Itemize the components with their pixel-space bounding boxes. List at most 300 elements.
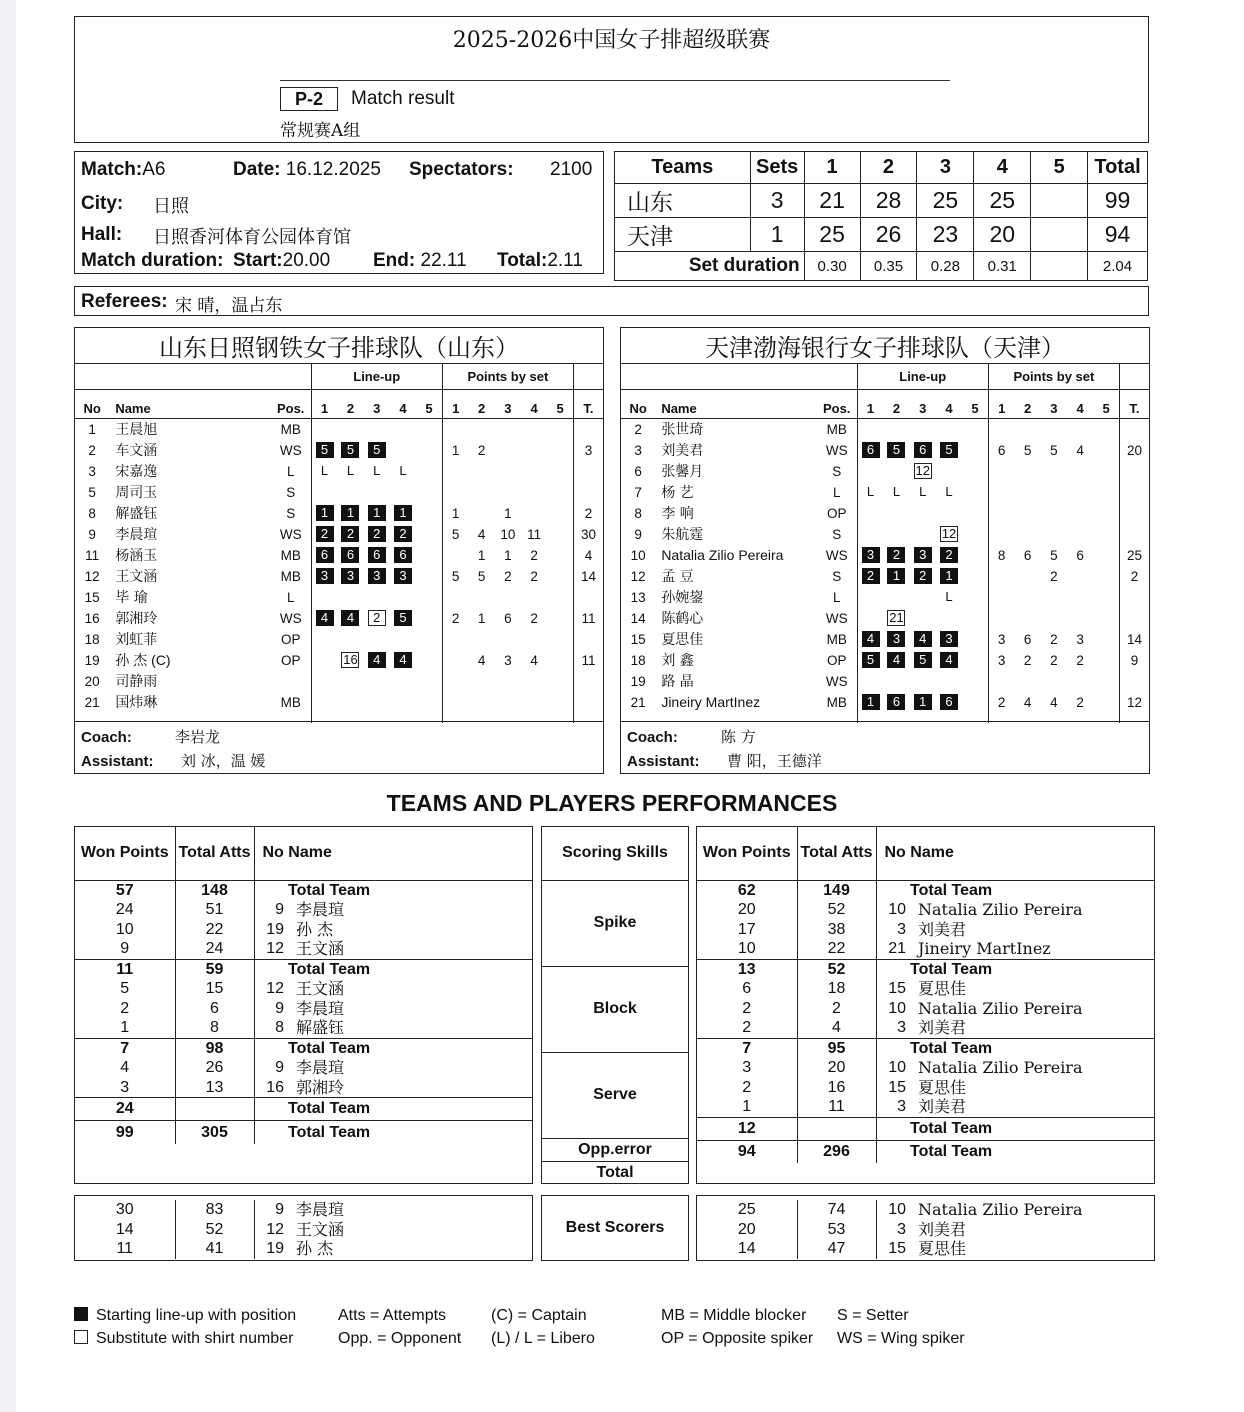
player-name: 刘美君 [918,919,967,939]
lineup-start: 4 [368,652,386,668]
lineup-start: 3 [341,568,359,584]
won-points: 17 [697,920,797,940]
player-name: 解盛钰 [115,506,158,522]
player-row [621,482,1149,503]
assistant-names: 曹 阳，王德洋 [727,752,822,770]
player-number [876,959,910,979]
lineup-cell [962,440,988,461]
player-name: Total Team [910,1039,993,1057]
set-header: 3 [495,390,521,419]
score-header: Teams [615,152,751,184]
player-number: 2 [88,442,96,458]
player-total [573,482,603,503]
won-points: 2 [75,999,175,1019]
name-header: Name [655,390,816,419]
player-number: 21 [630,694,646,710]
points-cell: 3 [504,652,512,668]
player-name: 夏思佳 [661,632,704,648]
player-number: 8 [88,505,96,521]
points-cell: 6 [1023,631,1032,647]
points-cell [988,608,1014,629]
lineup-cell [910,440,936,461]
lineup-cell [883,587,909,608]
player-name: 王文涵 [296,979,345,998]
end-label: End: [373,250,416,271]
lineup-cell [337,587,363,608]
player-name: 夏思佳 [918,1077,967,1097]
lineup-cell [883,524,909,545]
player-position: WS [279,526,302,542]
spectators-label: Spectators: [409,159,514,180]
won-points: 14 [75,1220,175,1240]
points-cell [495,461,521,482]
player-row [75,566,603,587]
score-header: 5 [1031,152,1088,184]
points-cell [547,482,573,503]
points-cell [1067,503,1093,524]
player-position: WS [825,673,848,689]
player-row [621,671,1149,692]
start-label: Start: [233,250,283,271]
lineup-cell [311,566,337,587]
lineup-cell [416,608,442,629]
match-label: Match: [81,159,143,180]
lineup-cell [416,650,442,671]
city: 日照 [153,196,189,217]
points-cell: 6 [1023,547,1032,563]
points-cell [442,650,468,671]
score-cell: 1 [750,218,804,252]
lineup-cell [311,650,337,671]
player-name: 王文涵 [288,939,532,959]
player-name: Natalia Zilio Pereira [918,900,1083,919]
points-cell [1067,419,1093,440]
total-atts: 11 [797,1097,876,1117]
points-cell: 2 [477,442,486,458]
lineup-start: 1 [940,568,958,584]
player-number: 1 [88,421,96,437]
lineup-lib: L [945,589,953,604]
scoring-skills-column [541,826,689,1184]
player-total [573,629,603,650]
player-number: 13 [630,589,646,605]
player-position: S [832,526,842,542]
points-cell [495,482,521,503]
lineup-cell [936,671,962,692]
won-points: 10 [697,939,797,959]
points-cell: 2 [504,568,512,584]
performance-row [75,1121,532,1144]
lineup-cell [390,524,416,545]
lineup-cell [936,608,962,629]
assistant-label: Assistant: [627,753,700,770]
points-cell [1093,608,1119,629]
player-row [621,608,1149,629]
points-cell: 5 [1050,547,1058,563]
score-cell: 94 [1088,218,1148,252]
player-number: 12 [254,939,288,959]
set-header: 5 [962,390,988,419]
points-cell [495,440,521,461]
set-header: 1 [311,390,337,419]
score-cell: 25 [804,218,860,252]
player-number [254,1121,288,1144]
points-cell: 2 [530,547,538,563]
home-best-scorers [74,1195,533,1261]
points-cell [1015,461,1041,482]
lineup-cell [857,587,883,608]
legend-opp: Opp. = Opponent [338,1330,462,1347]
lineup-cell [936,629,962,650]
player-name: Natalia Zilio Pereira [918,998,1083,1018]
player-number: 8 [634,505,642,521]
start-time: 20.00 [282,250,331,271]
player-number: 9 [275,1201,284,1218]
score-cell: 25 [974,184,1031,218]
lineup-cell [910,461,936,482]
lineup-cell [364,650,390,671]
set-header: 5 [416,390,442,419]
won-points: 94 [697,1140,797,1163]
date-label: Date: [233,159,281,180]
player-total: 14 [1119,629,1149,650]
lineup-cell [962,671,988,692]
lineup-sub: 21 [889,610,904,625]
won-points: 20 [697,1220,797,1240]
player-name: Jineiry MartInez [661,694,761,710]
won-points: 1 [697,1097,797,1117]
lineup-start: 1 [368,505,386,521]
lineup-cell [337,671,363,692]
player-name: 刘 鑫 [661,653,694,669]
won-points: 2 [697,1018,797,1038]
player-name: 郭湘玲 [296,1077,345,1097]
points-cell [547,608,573,629]
player-row [75,671,603,692]
points-cell [469,671,495,692]
player-number: 15 [888,980,906,997]
player-name: Total Team [910,881,993,899]
total-atts: 95 [797,1038,876,1058]
points-cell: 2 [530,610,538,626]
player-name: 李晨瑄 [115,527,158,543]
player-position: WS [825,442,848,458]
lineup-cell [364,461,390,482]
player-name: 夏思佳 [918,979,967,998]
performance-row [697,900,1154,920]
player-total: 3 [573,440,603,461]
best-scorers-label: Best Scorers [565,1219,665,1237]
points-cell [521,587,547,608]
score-cell: 21 [804,184,860,218]
lineup-cell [337,692,363,713]
lineup-start: 6 [394,547,412,563]
total-atts: 98 [175,1038,254,1058]
player-name: Natalia Zilio Pereira [918,1058,1083,1077]
lineup-start: 5 [341,442,359,458]
points-cell: 2 [1050,631,1058,647]
lineup-start: 6 [341,547,359,563]
lineup-cell [962,608,988,629]
performance-row [75,900,532,920]
points-cell: 5 [477,568,486,584]
player-total: 12 [1119,692,1149,713]
player-row [75,482,603,503]
lineup-start: 3 [887,631,905,647]
points-cell [547,587,573,608]
lineup-cell [962,629,988,650]
performance-row [75,1098,532,1121]
lineup-cell [311,503,337,524]
points-cell [1093,566,1119,587]
points-cell [442,671,468,692]
points-cell: 6 [504,610,512,626]
player-name: 国炜琳 [115,695,158,711]
set-header: 5 [547,390,573,419]
won-points: 3 [75,1078,175,1098]
legend-mb: MB = Middle blocker [661,1307,807,1324]
lineup-cell [390,608,416,629]
lineup-start: 1 [914,694,932,710]
lineup-cell [390,482,416,503]
points-cell [547,419,573,440]
won-header: Won Points [75,827,175,880]
lineup-cell [910,671,936,692]
lineup-lib: L [399,463,407,478]
points-cell [1093,629,1119,650]
lineup-start: 5 [887,442,905,458]
points-cell: 4 [477,652,486,668]
points-cell [469,629,495,650]
player-name: Total Team [288,960,371,978]
points-cell [547,629,573,650]
set-duration: 2.04 [1088,252,1148,281]
total-atts: 38 [797,920,876,940]
lineup-cell [936,461,962,482]
legend-start [74,1307,296,1325]
won-points: 62 [697,880,797,900]
total-atts: 47 [797,1239,876,1259]
player-number: 9 [275,1059,284,1076]
document-header [74,16,1149,143]
player-row [75,608,603,629]
won-points: 4 [75,1058,175,1078]
lineup-cell [364,566,390,587]
points-cell: 1 [504,547,512,563]
player-name: 张馨月 [661,464,704,480]
lineup-cell [857,503,883,524]
set-duration: 0.30 [804,252,860,281]
player-position: MB [826,421,847,437]
player-total: 4 [573,545,603,566]
lineup-cell [311,671,337,692]
player-number [254,1098,288,1121]
lineup-start: 3 [862,547,880,563]
set-header: 2 [883,390,909,419]
total-atts: 8 [175,1018,254,1038]
points-cell [1041,671,1067,692]
lineup-cell [857,650,883,671]
player-position: WS [825,547,848,563]
no-header: No [75,390,109,419]
player-total: 11 [573,608,603,629]
away-best-scorers [696,1195,1155,1261]
player-total [573,692,603,713]
total-atts: 149 [797,880,876,900]
performance-row [697,1078,1154,1098]
points-cell [1041,587,1067,608]
lineup-cell [337,545,363,566]
player-name: 李晨瑄 [296,900,345,919]
points-cell: 6 [1076,547,1084,563]
points-cell [988,587,1014,608]
name-header: Name [109,390,270,419]
lineup-cell [416,587,442,608]
player-number: 8 [254,1018,288,1038]
lineup-start: 1 [862,694,880,710]
points-cell [1041,503,1067,524]
lineup-start: 1 [394,505,412,521]
points-cell: 4 [1076,442,1084,458]
lineup-cell [311,608,337,629]
player-number: 15 [84,589,100,605]
league-title: 2025-2026中国女子排超级联赛 [452,28,771,53]
player-name: 李晨瑄 [296,1058,345,1077]
lineup-cell [337,650,363,671]
team-title: 天津渤海银行女子排球队（天津） [621,328,1149,364]
lineup-start: 4 [394,652,412,668]
lineup-start: 5 [862,652,880,668]
player-number: 11 [85,547,100,563]
performance-row [697,1239,1154,1259]
player-row [621,524,1149,545]
points-cell [442,545,468,566]
lineup-cell [416,545,442,566]
score-cell: 23 [917,218,974,252]
points-cell [1067,482,1093,503]
lineup-cell [883,419,909,440]
header-divider [280,80,950,81]
player-position: MB [280,568,301,584]
home-team-roster [74,327,604,774]
points-cell [1093,419,1119,440]
lineup-cell [311,629,337,650]
lineup-cell [962,419,988,440]
lineup-cell [936,503,962,524]
lineup-sub: 16 [343,652,358,667]
points-cell [521,440,547,461]
player-name: 孟 豆 [661,569,694,585]
player-position: OP [826,652,847,668]
performance-row [697,959,1154,979]
lineup-start: 2 [914,568,932,584]
player-name: 解盛钰 [288,1018,532,1038]
score-header: Total [1088,152,1148,184]
player-number: 10 [888,1201,906,1218]
lineup-cell [416,524,442,545]
lineup-cell [936,440,962,461]
player-name: 刘美君 [918,1219,967,1239]
performance-row [75,1018,532,1038]
won-points: 99 [75,1121,175,1144]
performance-row [75,920,532,940]
player-number [876,1140,910,1163]
player-row [75,587,603,608]
lineup-cell [962,650,988,671]
player-row [621,440,1149,461]
player-number: 9 [88,526,96,542]
total-atts: 20 [797,1058,876,1078]
lineup-start: 6 [316,547,334,563]
player-number: 12 [84,568,100,584]
lineup-cell [390,419,416,440]
player-total: 2 [1119,566,1149,587]
set-duration: 0.35 [860,252,917,281]
lineup-cell [883,545,909,566]
points-cell: 2 [1076,652,1084,668]
lineup-cell [857,692,883,713]
total-header: T. [1119,390,1149,419]
player-name: 孙 杰 (C) [115,652,171,668]
lineup-start: 6 [914,442,932,458]
player-total [573,419,603,440]
player-name: 李晨瑄 [296,1200,345,1219]
player-number: 10 [888,999,906,1017]
player-number: 12 [266,1220,284,1238]
performance-row [75,1200,532,1220]
set-header: 3 [1041,390,1067,419]
lineup-cell [883,608,909,629]
performance-row [697,1018,1154,1038]
points-cell [1041,608,1067,629]
points-cell: 3 [1076,631,1084,647]
player-name: 杨涵玉 [115,548,158,564]
points-cell [1041,524,1067,545]
lineup-cell [416,440,442,461]
lineup-cell [364,608,390,629]
city-label: City: [81,193,124,214]
lineup-start: 2 [341,526,359,542]
points-cell [442,692,468,713]
player-number [876,880,910,900]
legend-op: OP = Opposite spiker [661,1330,814,1347]
player-number: 3 [634,442,642,458]
points-cell: 5 [442,566,468,587]
player-row [621,692,1149,713]
set-header: 4 [1067,390,1093,419]
lineup-start: 4 [341,610,359,626]
lineup-cell [962,692,988,713]
coach-label: Coach: [627,729,678,746]
points-cell [495,671,521,692]
player-total: 20 [1119,440,1149,461]
lineup-start: 3 [914,547,932,563]
lineup-start: 6 [368,547,386,563]
assistant-label: Assistant: [81,753,154,770]
player-number: 19 [84,652,100,668]
lineup-cell [857,461,883,482]
total-atts: 15 [175,979,254,999]
player-number: 15 [888,1078,906,1096]
lineup-cell [910,629,936,650]
player-name: 李 响 [661,506,694,522]
coach-name: 陈 方 [721,728,756,746]
lineup-cell [857,419,883,440]
player-position: S [832,463,842,479]
points-header: Points by set [442,364,573,390]
player-number [254,880,288,900]
total-atts: 53 [797,1220,876,1240]
